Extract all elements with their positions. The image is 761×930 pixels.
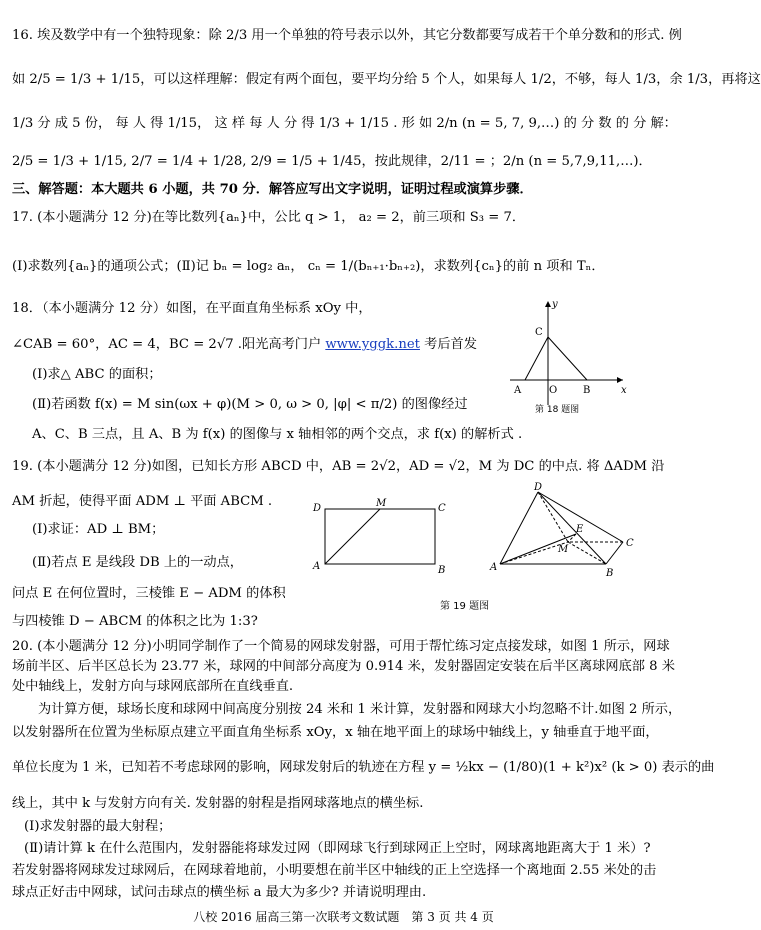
q20-line-10: 若发射器将网球发过球网后，在网球着地前，小明要想在前半区中轴线的正上空选择一个离地面 2.55 米处的击	[12, 863, 657, 878]
q20-line-7: 线上，其中 k 与发射方向有关. 发射器的射程是指网球落地点的横坐标.	[12, 796, 424, 811]
q16-line-1: 16. 埃及数学中有一个独特现象：除 2/3 用一个单独的符号表示以外，其它分数都要写成若干个单分数和的形式. 例	[12, 28, 682, 43]
yggk-link[interactable]: www.yggk.net	[325, 337, 420, 352]
q19-line-1: 19. (本小题满分 12 分)如图，已知长方形 ABCD 中，AB = 2√2，AD = √2，M 为 DC 的中点. 将 ΔADM 沿	[12, 459, 665, 474]
fig19-edge-bc	[606, 542, 623, 564]
figure-19-rectangle	[310, 497, 460, 577]
fig19-rect-label-b: B	[438, 565, 446, 576]
figure-19-pyramid	[488, 482, 638, 577]
fig19-solid-label-m: M	[558, 544, 569, 555]
fig19-solid-label-d: D	[534, 482, 543, 493]
fig19-solid-label-b: B	[606, 568, 614, 579]
q18-line-2-tail: 考后首发	[424, 337, 477, 352]
q20-line-8: (Ⅰ)求发射器的最大射程；	[24, 819, 172, 834]
fig18-x-arrow	[617, 377, 623, 383]
fig18-caption: 第 18 题图	[535, 405, 580, 415]
figure-18-diagram	[505, 295, 635, 415]
fig18-label-a: A	[514, 385, 522, 396]
q19-line-3: (Ⅰ)求证：AD ⊥ BM；	[32, 522, 165, 537]
fig18-side-ac	[525, 337, 548, 380]
q20-line-3: 处中轴线上，发射方向与球网底部所在直线垂直.	[12, 679, 294, 694]
fig19-rect-abcd	[325, 509, 435, 564]
q19-line-6: 与四棱锥 D − ABCM 的体积之比为 1:3?	[12, 614, 258, 629]
q16-line-3: 1/3 分 成 5 份， 每 人 得 1/15， 这 样 每 人 分 得 1/3 + 1/15 . 形 如 2/n (n = 5, 7, 9,…) 的 分 数 的 分 解：	[12, 116, 677, 131]
q19-line-5: 问点 E 在何位置时，三棱锥 E − ADM 的体积	[12, 586, 286, 601]
q17-line-1: 17. (本小题满分 12 分)在等比数列{aₙ}中，公比 q > 1， a₂ = 2，前三项和 S₃ = 7．	[12, 210, 526, 225]
page-footer: 八校 2016 届高三第一次联考文数试题 第 3 页 共 4 页	[193, 910, 494, 924]
q20-line-2: 场前半区、后半区总长为 23.77 米，球网的中间部分高度为 0.914 米，发射器固定安装在后半区离球网底部 8 米	[12, 659, 675, 674]
fig19-segment-am	[325, 509, 380, 564]
q18-line-1: 18．（本小题满分 12 分）如图，在平面直角坐标系 xOy 中，	[12, 301, 372, 316]
q20-line-1: 20. (本小题满分 12 分)小明同学制作了一个简易的网球发射器，可用于帮忙练习定点接发球，如图 1 所示，网球	[12, 639, 670, 654]
q20-line-4: 为计算方便，球场长度和球网中间高度分别按 24 米和 1 米计算，发射器和网球大小均忽略不计.如图 2 所示，	[38, 702, 682, 717]
fig18-label-x: x	[621, 385, 627, 396]
fig19-caption: 第 19 题图	[440, 601, 490, 612]
q20-line-5: 以发射器所在位置为坐标原点建立平面直角坐标系 xOy，x 轴在地平面上的球场中轴线上，y 轴垂直于地平面，	[12, 725, 659, 740]
fig19-rect-label-m: M	[376, 498, 387, 509]
q20-line-11: 球点正好击中网球，试问击球点的横坐标 a 最大为多少? 并请说明理由.	[12, 885, 427, 900]
fig19-edge-dm	[538, 492, 568, 542]
q16-line-4: 2/5 = 1/3 + 1/15, 2/7 = 1/4 + 1/28, 2/9 = 1/5 + 1/45，按此规律，2/11 = ；2/n (n = 5,7,9,11,…)．	[12, 154, 652, 169]
q19-line-4: (Ⅱ)若点 E 是线段 DB 上的一动点，	[32, 555, 243, 570]
q20-line-9: (Ⅱ)请计算 k 在什么范围内，发射器能将球发过网（即网球飞行到球网正上空时，网球离地距离大于 1 米）?	[24, 841, 651, 856]
section-three-heading: 三、解答题：本大题共 6 小题，共 70 分．解答应写出文字说明，证明过程或演算步骤．	[12, 182, 533, 197]
q16-line-2: 如 2/5 = 1/3 + 1/15，可以这样理解：假定有两个面包，要平均分给 5 个人，如果每人 1/2，不够，每人 1/3，余 1/3，再将这	[12, 72, 761, 87]
q18-line-4: (Ⅱ)若函数 f(x) = M sin(ωx + φ)(M > 0, ω > 0, |φ| < π/2) 的图像经过	[32, 397, 468, 412]
q18-line-2	[12, 336, 487, 354]
fig18-side-cb	[548, 337, 587, 380]
q17-line-2: (Ⅰ)求数列{aₙ}的通项公式；(Ⅱ)记 bₙ = log₂ aₙ， cₙ = 1/(bₙ₊₁·bₙ₊₂)，求数列{cₙ}的前 n 项和 Tₙ．	[12, 259, 605, 274]
fig19-solid-label-c: C	[626, 538, 634, 549]
q20-line-6: 单位长度为 1 米，已知若不考虑球网的影响，网球发射后的轨迹在方程 y = ½kx − (1/80)(1 + k²)x² (k > 0) 表示的曲	[12, 760, 715, 775]
q18-line-5: A、C、B 三点，且 A、B 为 f(x) 的图像与 x 轴相邻的两个交点，求 f(x) 的解析式 .	[32, 427, 523, 442]
q18-line-2-text: ∠CAB = 60°，AC = 4，BC = 2√7 .阳光高考门户	[12, 337, 322, 352]
fig18-label-c: C	[535, 327, 543, 338]
fig19-rect-label-d: D	[313, 503, 322, 514]
q18-line-3: (Ⅰ)求△ ABC 的面积；	[32, 367, 162, 382]
fig18-label-b: B	[583, 385, 591, 396]
fig19-segment-mb	[568, 542, 606, 564]
fig19-rect-label-a: A	[313, 561, 321, 572]
fig18-y-arrow	[545, 301, 551, 307]
fig18-label-y: y	[552, 299, 558, 310]
fig19-edge-da	[500, 492, 538, 564]
fig19-edge-db	[538, 492, 606, 564]
q19-line-2: AM 折起，使得平面 ADM ⊥ 平面 ABCM .	[12, 494, 273, 509]
fig18-label-o: O	[549, 385, 558, 396]
fig19-solid-label-e: E	[576, 524, 584, 535]
fig19-solid-label-a: A	[490, 562, 498, 573]
fig19-rect-label-c: C	[438, 503, 446, 514]
